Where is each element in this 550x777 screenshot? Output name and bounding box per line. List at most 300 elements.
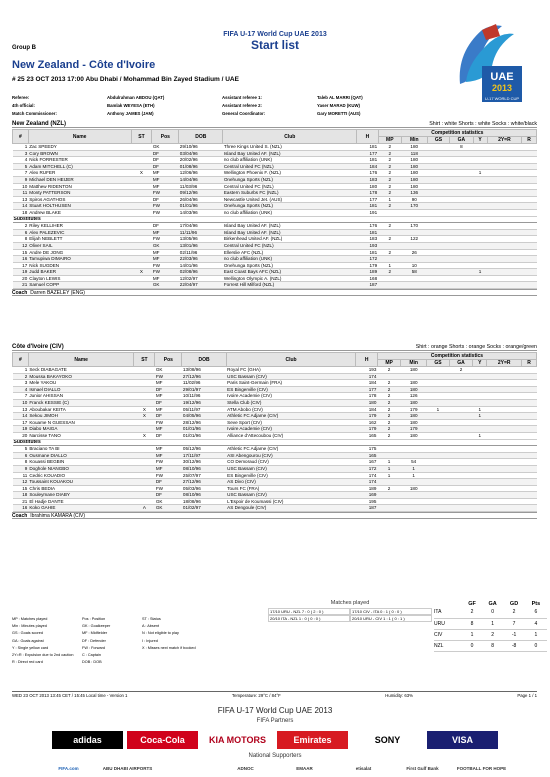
column-header: Min (401, 137, 427, 144)
table-row (13, 452, 537, 459)
table-cell: Kouame N GUESSAN (28, 419, 134, 426)
standings-cell: 0 (482, 607, 503, 618)
table-cell: MF (155, 465, 182, 472)
table-cell: 2 (378, 163, 401, 170)
table-cell (487, 399, 522, 406)
table-cell: 168 (357, 275, 378, 282)
table-cell: Wellington Olympic A. (NZL) (223, 275, 357, 282)
table-cell: 1 (473, 406, 487, 413)
table-cell: 16 (13, 505, 29, 512)
table-cell (401, 256, 427, 263)
table-cell: 180 (401, 163, 427, 170)
table-cell (522, 249, 537, 256)
table-cell: 16 (13, 256, 29, 263)
table-cell: 22/04/97 (179, 282, 223, 289)
table-cell: 8 (13, 236, 29, 243)
table-cell (487, 393, 522, 400)
table-cell: 174 (356, 479, 378, 486)
table-cell: Elijah NEBLETT (28, 236, 131, 243)
table-row (13, 196, 537, 203)
sponsor-logos (52, 727, 498, 753)
legend-item: DOB : DOB (82, 660, 102, 665)
legend-row (12, 644, 262, 651)
table-cell: 181 (357, 144, 378, 151)
standings-header: GA (488, 601, 497, 607)
table-row (13, 242, 537, 249)
table-row (13, 413, 537, 420)
table-cell (134, 399, 155, 406)
table-cell: 2 (377, 393, 400, 400)
match-teams: New Zealand - Côte d'Ivoire (12, 59, 156, 71)
official-name: Yaser MARAD (KUW) (317, 102, 360, 108)
table-cell (473, 446, 487, 453)
table-row (13, 157, 537, 164)
table-cell (131, 262, 152, 269)
table-cell: Cory BROWN (28, 150, 131, 157)
table-cell: 5 (13, 446, 29, 453)
standings-cell: 8 (462, 618, 482, 629)
table-cell (473, 242, 487, 249)
table-row (13, 386, 537, 393)
table-cell: 6 (13, 229, 29, 236)
table-cell: 1 (378, 196, 401, 203)
table-cell (522, 183, 537, 190)
table-cell: 193 (357, 242, 378, 249)
table-cell: 18 (13, 209, 29, 216)
table-cell: 2 (378, 269, 401, 276)
table-cell (522, 505, 537, 512)
column-header: Pos (152, 130, 179, 144)
table-cell (450, 242, 473, 249)
table-cell: no club affiliation (UNK) (223, 157, 357, 164)
table-cell: 13/05/96 (179, 236, 223, 243)
table-cell (131, 163, 152, 170)
table-cell (473, 485, 487, 492)
legend-item: FW : Forward (82, 645, 105, 650)
table-row (13, 249, 537, 256)
table-cell: 29/01/97 (182, 386, 226, 393)
legend-row (12, 622, 262, 629)
column-header: ST (134, 353, 155, 367)
table-cell: GK (155, 498, 182, 505)
table-cell: 2 (377, 380, 400, 387)
table-cell: 4 (13, 157, 29, 164)
table-cell (473, 465, 487, 472)
column-header: H (357, 130, 378, 144)
legend-row (12, 651, 262, 658)
table-cell (450, 256, 473, 263)
column-header: MP (378, 137, 401, 144)
column-header: # (13, 353, 29, 367)
table-cell (131, 236, 152, 243)
table-cell: Island Bay United AF. (NZL) (223, 150, 357, 157)
table-cell (487, 492, 522, 499)
table-cell (522, 190, 537, 197)
table-cell: MF (155, 406, 182, 413)
table-cell (427, 393, 450, 400)
table-cell (401, 446, 427, 453)
table-cell: 195 (356, 498, 378, 505)
table-row (13, 269, 537, 276)
table-row (13, 432, 537, 439)
table-cell (401, 492, 427, 499)
table-cell: 10 (13, 183, 29, 190)
table-cell: 191 (357, 209, 378, 216)
team-title: Côte d'Ivoire (CIV) (12, 344, 64, 350)
table-cell: 1 (401, 465, 427, 472)
table-row (13, 282, 537, 289)
table-cell (377, 452, 400, 459)
table-cell: Cedric KOUADIO (28, 472, 134, 479)
table-cell: 180 (401, 399, 427, 406)
table-row (13, 492, 537, 499)
table-cell (449, 485, 472, 492)
table-cell: 2 (378, 157, 401, 164)
table-row (13, 203, 537, 210)
table-cell (487, 209, 522, 216)
official-name: Bamlak WEYESA (ETH) (107, 102, 155, 108)
standings-cell: 8 (482, 640, 503, 651)
team-header (12, 343, 537, 351)
table-cell (131, 144, 152, 151)
table-row (13, 275, 537, 282)
group-standings (434, 601, 547, 652)
table-cell: DF (155, 413, 182, 420)
table-cell: 11/11/96 (179, 229, 223, 236)
sponsor-logo: SONY (352, 731, 423, 749)
table-cell (522, 479, 537, 486)
table-cell: 03/04/96 (179, 150, 223, 157)
logo-text-year: 2013 (491, 83, 513, 93)
table-cell (449, 465, 472, 472)
table-cell: 2 (378, 223, 401, 230)
table-cell: USC Bassam (CIV) (226, 465, 356, 472)
table-cell (377, 479, 400, 486)
standings-cell: 2 (482, 629, 503, 640)
table-cell (487, 282, 522, 289)
table-cell: Central United FC (NZL) (223, 242, 357, 249)
table-cell (377, 446, 400, 453)
table-cell: Forrest Hill Milford (NZL) (223, 282, 357, 289)
official-name: Gary MORETTI (AUS) (317, 110, 361, 116)
sponsor-logo: Coca-Cola (127, 731, 198, 749)
table-cell (427, 209, 450, 216)
table-row (13, 176, 537, 183)
standings-header: GD (509, 601, 519, 607)
table-cell (473, 399, 487, 406)
official-role: General Coordinator: (222, 110, 266, 116)
standings-cell: 6 (525, 607, 547, 618)
table-cell: 8 (450, 144, 473, 151)
table-cell: GK (152, 144, 179, 151)
table-cell (131, 176, 152, 183)
table-cell: Monty PATTERSON (28, 190, 131, 197)
table-cell: 19 (13, 269, 29, 276)
table-cell (473, 393, 487, 400)
table-cell (522, 223, 537, 230)
table-cell: Braciano TA BI (28, 446, 134, 453)
table-cell (473, 203, 487, 210)
player-table (12, 129, 537, 289)
table-cell: 10 (13, 399, 29, 406)
table-cell: 174 (356, 472, 378, 479)
table-cell: 1 (473, 269, 487, 276)
table-cell (473, 157, 487, 164)
table-cell: Onehunga Sports (NZL) (223, 262, 357, 269)
table-cell: Ellerslie AFC (NZL) (223, 249, 357, 256)
table-cell (449, 505, 472, 512)
table-cell: 170 (401, 203, 427, 210)
table-cell (449, 492, 472, 499)
table-cell (487, 465, 522, 472)
table-cell: Ousmane DIALLO (28, 452, 134, 459)
table-cell (522, 446, 537, 453)
table-cell: 13/08/96 (182, 367, 226, 374)
table-cell (427, 367, 450, 374)
table-cell: Moussa BAKAYOKO (28, 373, 134, 380)
table-cell: DF (152, 150, 179, 157)
table-cell: 1 (473, 170, 487, 177)
table-cell: 29/10/96 (179, 144, 223, 151)
table-cell (427, 150, 450, 157)
table-cell: 180 (401, 176, 427, 183)
table-cell: Andre DE JONG (28, 249, 131, 256)
table-cell: 179 (356, 426, 378, 433)
table-cell (522, 256, 537, 263)
table-cell (449, 386, 472, 393)
table-cell: Mele YAKOU (28, 380, 134, 387)
officials-row (12, 109, 537, 117)
table-cell (487, 380, 522, 387)
table-cell: FW (155, 419, 182, 426)
table-cell (522, 242, 537, 249)
table-cell: 176 (357, 170, 378, 177)
table-cell: 118 (401, 150, 427, 157)
table-cell: 05/11/97 (182, 406, 226, 413)
table-cell (487, 367, 522, 374)
match-result: 20/10 URU - CIV 1 : 1 ( 0 : 1 ) (350, 615, 432, 622)
table-cell: GK (155, 367, 182, 374)
table-cell: FW (155, 459, 182, 466)
table-cell (473, 367, 487, 374)
official-name: Anthony JAMES (JAM) (107, 110, 154, 116)
table-cell: Wellington Phoenix F. (NZL) (223, 170, 357, 177)
table-cell (131, 196, 152, 203)
table-cell: 6 (13, 452, 29, 459)
table-cell: FW (155, 373, 182, 380)
table-cell: 136 (401, 190, 427, 197)
table-cell (487, 223, 522, 230)
table-row (13, 150, 537, 157)
supporter-logo: FIFA.com (58, 765, 79, 771)
table-cell: 4 (13, 386, 29, 393)
legend-item: MP : Matches played (12, 616, 48, 621)
table-cell: Alex PALEZEVIC (28, 229, 131, 236)
national-supporters-title: National Supporters (248, 753, 302, 759)
table-cell: 180 (401, 485, 427, 492)
table-cell (487, 446, 522, 453)
table-cell: Island Bay United AF. (NZL) (223, 223, 357, 230)
legend-row (12, 659, 262, 666)
table-cell: CO Demoraud (CIV) (226, 459, 356, 466)
table-cell (487, 275, 522, 282)
table-cell (450, 229, 473, 236)
standings-cell: 4 (525, 618, 547, 629)
table-cell (473, 275, 487, 282)
table-cell (427, 373, 450, 380)
table-cell (473, 492, 487, 499)
table-cell: X (134, 432, 155, 439)
team-header (12, 120, 537, 128)
table-cell (401, 498, 427, 505)
table-cell (131, 157, 152, 164)
table-cell (522, 150, 537, 157)
table-cell: Ismael DIALLO (28, 386, 134, 393)
table-cell: 179 (357, 262, 378, 269)
table-cell (487, 242, 522, 249)
table-cell (487, 479, 522, 486)
legend-row (12, 615, 262, 622)
table-cell: 179 (401, 426, 427, 433)
table-cell (487, 249, 522, 256)
table-cell: 01/08/96 (179, 163, 223, 170)
table-cell: 11/03/96 (179, 183, 223, 190)
table-cell: 172 (356, 465, 378, 472)
table-cell: 28/12/96 (182, 419, 226, 426)
standings-cell: 2 (503, 607, 524, 618)
sponsor-logo: adidas (52, 731, 123, 749)
table-cell (427, 170, 450, 177)
legend-item: X : Misses next match if booked (142, 645, 196, 650)
table-cell (522, 275, 537, 282)
table-cell: 3 (13, 380, 29, 387)
table-row (13, 236, 537, 243)
table-cell (427, 275, 450, 282)
sponsor-logo: Emirates (277, 731, 348, 749)
table-cell (134, 459, 155, 466)
table-cell (427, 203, 450, 210)
table-cell: 176 (357, 223, 378, 230)
table-cell: 1 (377, 472, 400, 479)
table-cell: 13/01/96 (179, 242, 223, 249)
table-cell (131, 150, 152, 157)
group-label: Group B (12, 45, 36, 51)
table-cell (473, 452, 487, 459)
table-row (13, 229, 537, 236)
table-cell (450, 249, 473, 256)
table-cell: 181 (357, 249, 378, 256)
table-cell (134, 479, 155, 486)
sponsor-logo: KIA MOTORS (202, 731, 273, 749)
table-cell: MF (152, 170, 179, 177)
table-cell: A (134, 505, 155, 512)
table-cell (473, 236, 487, 243)
table-cell (522, 262, 537, 269)
table-cell (522, 282, 537, 289)
matches-played-title: Matches played (330, 600, 370, 606)
supporter-logo: FOOTBALL FOR HOPE (456, 765, 507, 771)
coach-row (12, 289, 537, 296)
table-cell (487, 176, 522, 183)
table-cell: MF (152, 176, 179, 183)
table-cell (427, 386, 450, 393)
table-cell: 189 (356, 485, 378, 492)
table-cell (450, 196, 473, 203)
table-cell: 2 (378, 190, 401, 197)
coach-label: Coach (12, 513, 28, 520)
match-info: # 25 23 OCT 2013 17:00 Abu Dhabi / Mohammad Bin Zayed Stadium / UAE (12, 76, 239, 83)
legend-row (12, 637, 262, 644)
table-cell: 169 (356, 492, 378, 499)
table-cell: ES Bingerville (CIV) (226, 386, 356, 393)
table-cell (522, 406, 537, 413)
table-cell: Royal FC (GHA) (226, 367, 356, 374)
table-cell (427, 380, 450, 387)
table-row (13, 163, 537, 170)
table-cell (522, 236, 537, 243)
table-cell: 02/08/96 (179, 269, 223, 276)
table-cell (487, 269, 522, 276)
table-cell: GK (155, 505, 182, 512)
table-cell (377, 373, 400, 380)
table-cell (450, 157, 473, 164)
table-cell (377, 498, 400, 505)
table-cell (487, 150, 522, 157)
table-cell (378, 282, 401, 289)
national-supporter-logos (40, 761, 510, 775)
standings-cell: 1 (462, 629, 482, 640)
away-team: Côte d'Ivoire (89, 59, 156, 71)
table-cell (427, 465, 450, 472)
table-cell: Spiros AGATHOS (28, 196, 131, 203)
column-header: GS (427, 360, 450, 367)
table-cell: 19/12/96 (182, 399, 226, 406)
table-cell (522, 203, 537, 210)
table-cell (401, 275, 427, 282)
table-cell (450, 223, 473, 230)
table-row (13, 472, 537, 479)
table-cell: MF (152, 275, 179, 282)
standings-row (434, 629, 547, 640)
table-cell (131, 190, 152, 197)
table-cell: 17 (13, 262, 29, 269)
table-cell: 1 (473, 432, 487, 439)
table-cell: 17 (13, 419, 29, 426)
table-cell: 180 (401, 413, 427, 420)
table-cell (134, 367, 155, 374)
table-cell (487, 459, 522, 466)
table-cell: Clayton LEWIS (28, 275, 131, 282)
table-cell (450, 150, 473, 157)
table-cell: 2 (377, 485, 400, 492)
officials-row (12, 93, 537, 101)
table-cell (449, 393, 472, 400)
standings-cell: -1 (503, 629, 524, 640)
standings-cell: 0 (525, 640, 547, 651)
table-cell (134, 386, 155, 393)
table-cell (473, 229, 487, 236)
table-cell: Sekou JIMOH (28, 413, 134, 420)
table-cell (427, 282, 450, 289)
table-cell (522, 196, 537, 203)
official-role: 4th official: (12, 102, 35, 108)
table-cell: DF (155, 479, 182, 486)
table-cell: 10/11/96 (182, 393, 226, 400)
table-cell (427, 183, 450, 190)
standings-cell: 1 (525, 629, 547, 640)
table-cell (450, 269, 473, 276)
table-cell (473, 209, 487, 216)
